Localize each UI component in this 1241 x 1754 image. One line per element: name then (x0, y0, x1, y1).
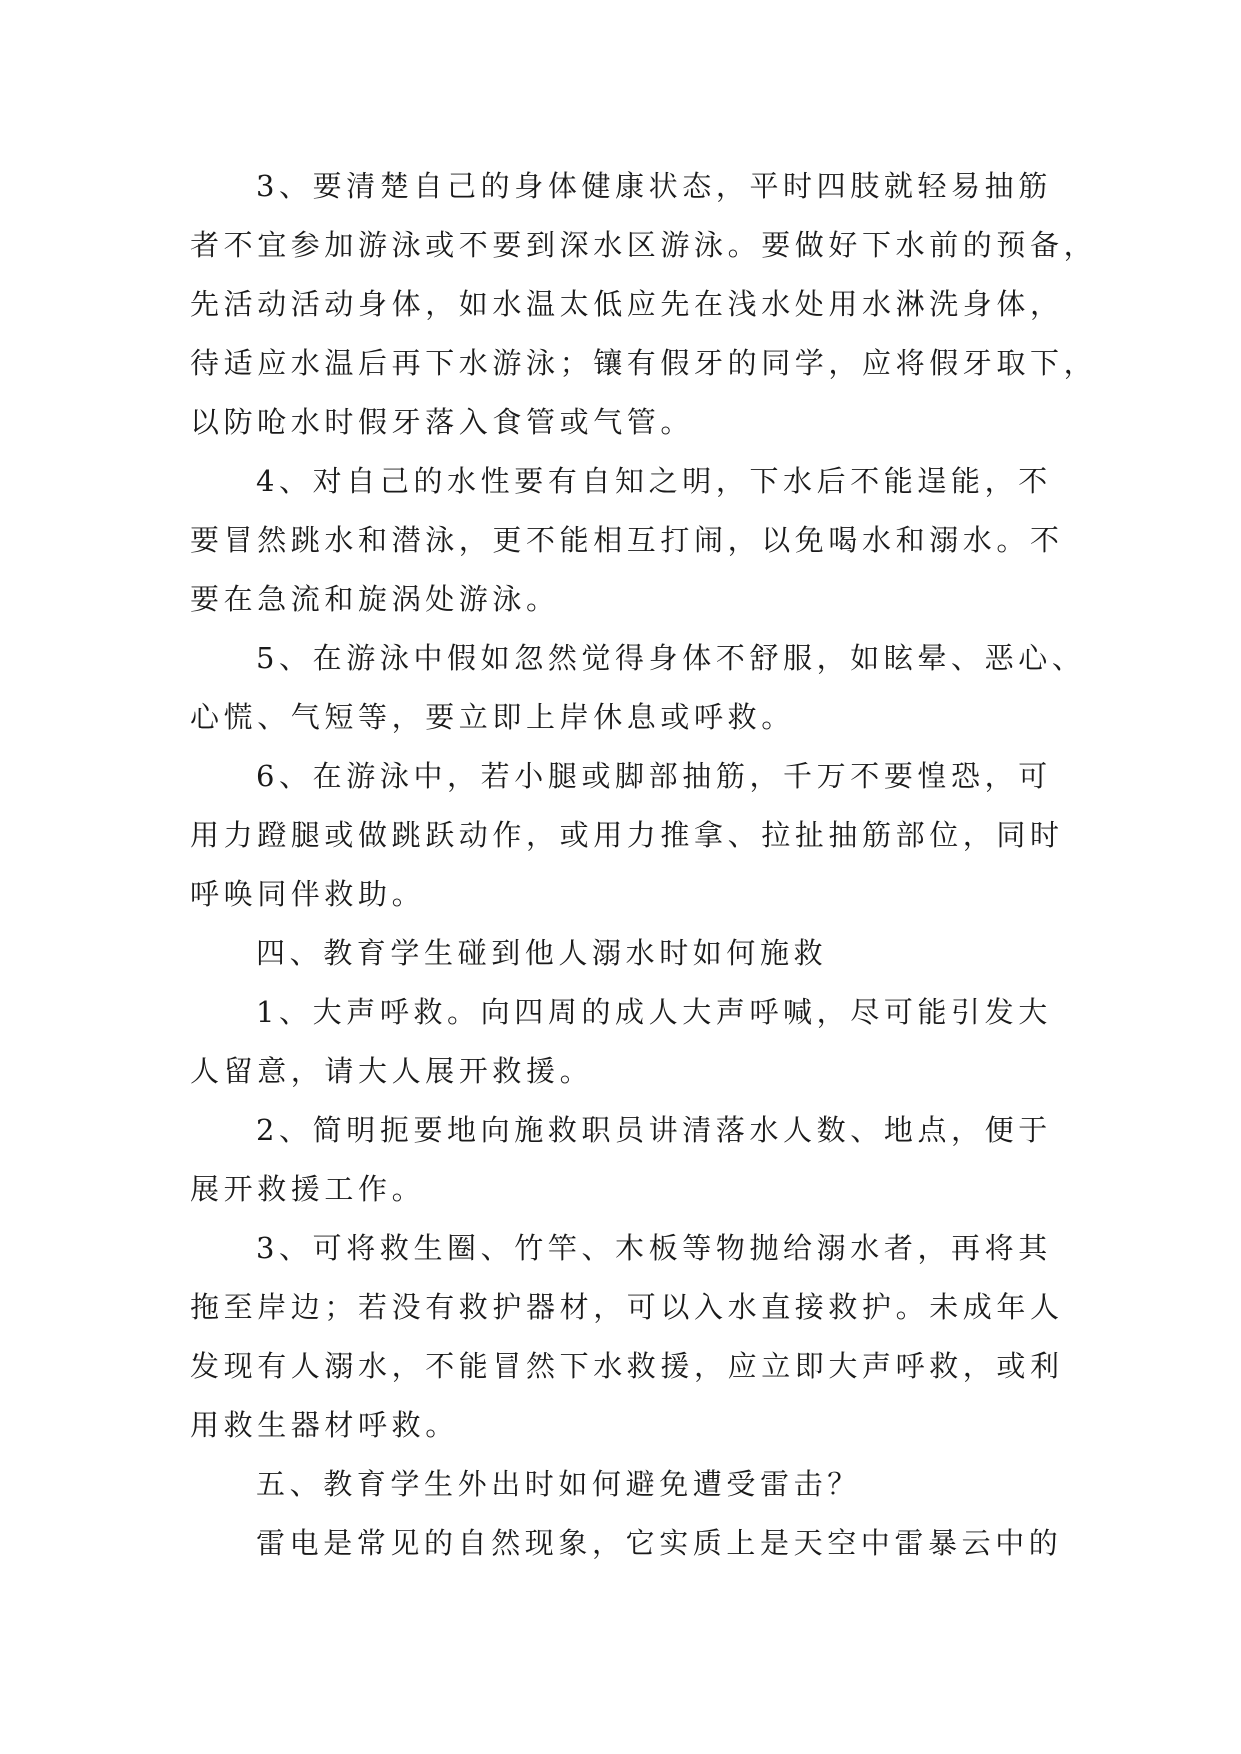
paragraph-line: 要在急流和旋涡处游泳。 (190, 582, 560, 616)
paragraph-first-line: 3、要清楚自己的身体健康状态，平时四肢就轻易抽筋 (256, 169, 1052, 203)
paragraph-first-line: 4、对自己的水性要有自知之明，下水后不能逞能，不 (256, 464, 1052, 498)
paragraph-line: 以防呛水时假牙落入食管或气管。 (190, 405, 695, 439)
paragraph-line: 先活动活动身体，如水温太低应先在浅水处用水淋洗身体， (190, 287, 1064, 321)
paragraph-line: 展开救援工作。 (190, 1172, 426, 1206)
paragraph-line: 心慌、气短等，要立即上岸休息或呼救。 (190, 700, 795, 734)
paragraph-line: 待适应水温后再下水游泳；镶有假牙的同学，应将假牙取下， (190, 346, 1098, 380)
paragraph-line: 发现有人溺水，不能冒然下水救援，应立即大声呼救，或利 (190, 1349, 1064, 1383)
paragraph-line: 要冒然跳水和潜泳，更不能相互打闹，以免喝水和溺水。不 (190, 523, 1064, 557)
document-body (190, 157, 1098, 1573)
paragraph-line: 人留意，请大人展开救援。 (190, 1054, 594, 1088)
paragraph-first-line: 1、大声呼救。向四周的成人大声呼喊，尽可能引发大 (256, 995, 1052, 1029)
paragraph-line: 呼唤同伴救助。 (190, 877, 426, 911)
paragraph-first-line: 四、教育学生碰到他人溺水时如何施救 (256, 936, 828, 970)
paragraph-line: 者不宜参加游泳或不要到深水区游泳。要做好下水前的预备， (190, 228, 1098, 262)
paragraph-first-line: 6、在游泳中，若小腿或脚部抽筋，千万不要惶恐，可 (256, 759, 1052, 793)
paragraph-line: 用力蹬腿或做跳跃动作，或用力推拿、拉扯抽筋部位，同时 (190, 818, 1064, 852)
paragraph-first-line: 5、在游泳中假如忽然觉得身体不舒服，如眩晕、恶心、 (256, 641, 1086, 675)
paragraph-line: 用救生器材呼救。 (190, 1408, 459, 1442)
paragraph-first-line: 五、教育学生外出时如何避免遭受雷击？ (256, 1467, 861, 1501)
paragraph-first-line: 3、可将救生圈、竹竿、木板等物抛给溺水者，再将其 (256, 1231, 1052, 1265)
paragraph-first-line: 雷电是常见的自然现象，它实质上是天空中雷暴云中的 (256, 1526, 1063, 1560)
paragraph-line: 拖至岸边；若没有救护器材，可以入水直接救护。未成年人 (190, 1290, 1064, 1324)
paragraph-first-line: 2、简明扼要地向施救职员讲清落水人数、地点，便于 (256, 1113, 1052, 1147)
